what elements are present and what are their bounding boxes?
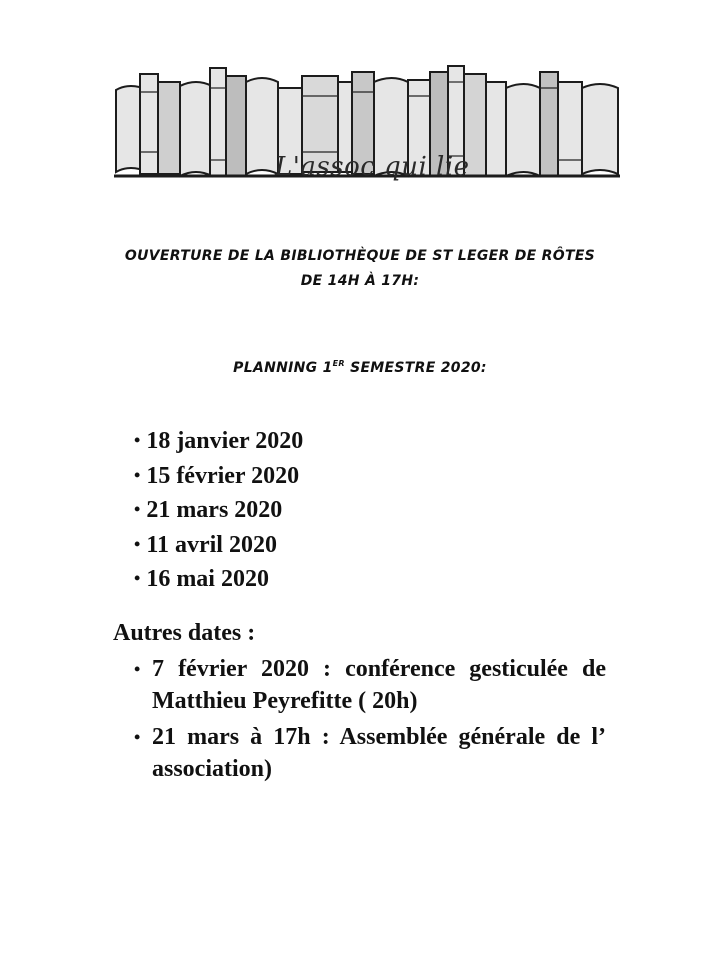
list-item: • 18 janvier 2020 bbox=[134, 424, 303, 459]
opening-heading bbox=[110, 244, 610, 294]
logo-tagline: L'assoc qui lie bbox=[275, 152, 470, 182]
dates-list bbox=[134, 424, 303, 597]
list-item: • 21 mars 2020 bbox=[134, 493, 303, 528]
list-item: • 7 février 2020 : conférence gesticulée de Matthieu Peyrefitte ( 20h) bbox=[134, 653, 606, 717]
list-item: • 16 mai 2020 bbox=[134, 562, 303, 597]
list-item: • 15 février 2020 bbox=[134, 459, 303, 494]
planning-heading: PLANNING 1ER SEMESTRE 2020: bbox=[233, 359, 487, 376]
opening-hours: DE 14H À 17H: bbox=[300, 273, 420, 289]
other-dates-list bbox=[134, 653, 606, 789]
opening-title: OUVERTURE DE LA BIBLIOTHÈQUE DE ST LEGER DE RÔTES bbox=[124, 248, 596, 264]
list-item: • 21 mars à 17h : Assemblée générale de l’ association) bbox=[134, 721, 606, 785]
other-dates-title: Autres dates : bbox=[113, 620, 256, 646]
list-item: • 11 avril 2020 bbox=[134, 528, 303, 563]
